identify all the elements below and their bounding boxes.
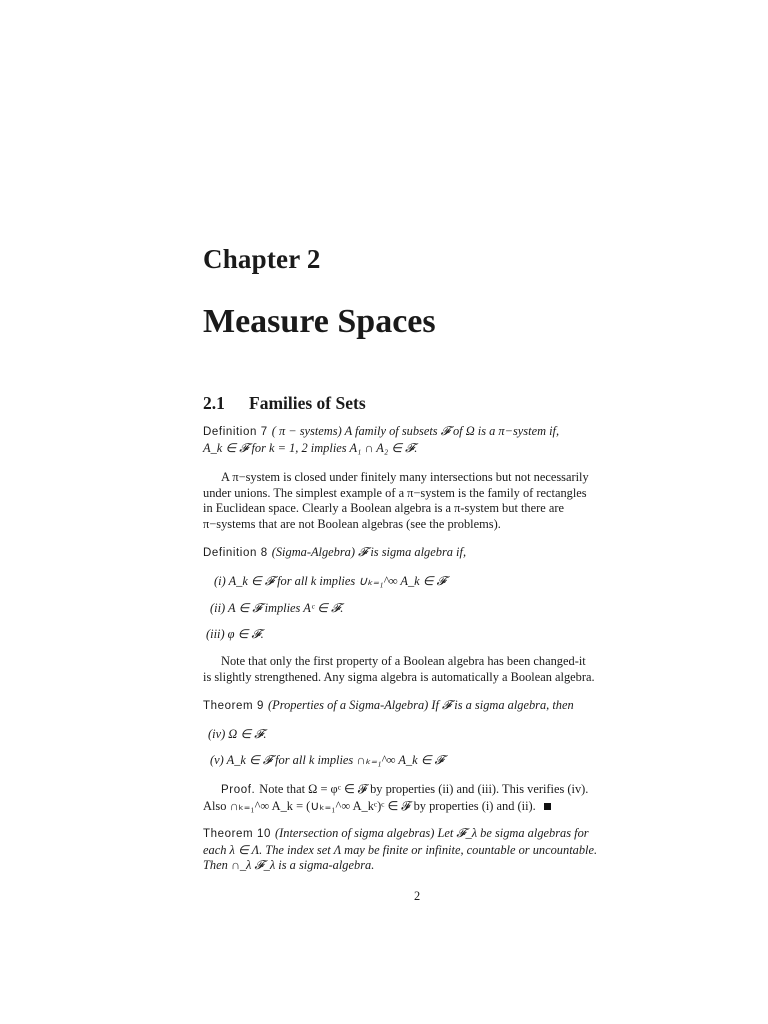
theorem-9-item-iv: (iv) Ω ∈ 𝓕. — [208, 727, 267, 741]
definition-8-item-i: (i) A_k ∈ 𝓕 for all k implies ∪ₖ₌₁^∞ A_k ∈ 𝓕 — [214, 574, 446, 588]
theorem-10-line-2: each λ ∈ Λ. The index set Λ may be finite or infinite, countable or uncountable. — [203, 842, 598, 857]
paragraph-1-line-3: in Euclidean space. Clearly a Boolean algebra is a π-system but there are — [203, 501, 564, 515]
theorem-10 — [203, 826, 633, 874]
definition-7-line-1: ( π − systems) A family of subsets 𝓕 of Ω is a π−system if, — [271, 424, 560, 438]
paragraph-2-line-1: Note that only the first property of a Boolean algebra has been changed-it — [221, 654, 586, 668]
paragraph-1-line-2: under unions. The simplest example of a π−system is the family of rectangles — [203, 485, 587, 500]
theorem-9-item-v: (v) A_k ∈ 𝓕 for all k implies ∩ₖ₌₁^∞ A_k ∈ 𝓕 — [210, 753, 444, 767]
definition-8-text: (Sigma-Algebra) 𝓕 is sigma algebra if, — [271, 545, 467, 559]
chapter-title: Measure Spaces — [203, 303, 436, 340]
section-number: 2.1 — [203, 393, 225, 413]
definition-7 — [203, 424, 633, 456]
section-heading — [203, 393, 366, 414]
definition-8-item-ii: (ii) A ∈ 𝓕 implies Aᶜ ∈ 𝓕. — [210, 601, 344, 615]
proof-line-2: Also ∩ₖ₌₁^∞ A_k = (∪ₖ₌₁^∞ A_kᶜ)ᶜ ∈ 𝓕 by properties (i) and (ii). — [203, 798, 536, 813]
theorem-10-line-3: Then ∩_λ 𝓕_λ is a sigma-algebra. — [203, 858, 375, 872]
paragraph-1-line-1: A π−system is closed under finitely many intersections but not necessarily — [221, 470, 589, 484]
definition-8-item-iii: (iii) φ ∈ 𝓕. — [206, 627, 264, 641]
page-number: 2 — [414, 889, 421, 903]
theorem-9 — [203, 698, 633, 715]
paragraph-1-line-4: π−systems that are not Boolean algebras (see the problems). — [203, 516, 501, 531]
section-title: Families of Sets — [249, 393, 366, 413]
definition-8 — [203, 545, 633, 562]
paragraph-pi-system — [203, 470, 633, 532]
chapter-label: Chapter 2 — [203, 244, 321, 274]
proof-line-1: Note that Ω = φᶜ ∈ 𝓕 by properties (ii) and (iii). This verifies (iv). — [259, 782, 589, 796]
definition-8-head: Definition 8 — [203, 547, 268, 559]
theorem-9-text: (Properties of a Sigma-Algebra) If 𝓕 is a sigma algebra, then — [268, 698, 574, 712]
definition-7-head: Definition 7 — [203, 426, 268, 438]
theorem-10-head: Theorem 10 — [203, 828, 272, 840]
theorem-10-line-1: (Intersection of sigma algebras) Let 𝓕_λ be sigma algebras for — [275, 826, 589, 840]
paragraph-2-line-2: is slightly strengthened. Any sigma algebra is automatically a Boolean algebra. — [203, 669, 595, 684]
definition-7-line-2: A_k ∈ 𝓕 for k = 1, 2 implies A₁ ∩ A₂ ∈ 𝓕. — [203, 440, 418, 455]
proof-head: Proof. — [221, 784, 256, 796]
qed-square-icon — [544, 803, 551, 810]
paragraph-note — [203, 654, 633, 685]
proof — [203, 782, 633, 814]
theorem-9-head: Theorem 9 — [203, 700, 265, 712]
